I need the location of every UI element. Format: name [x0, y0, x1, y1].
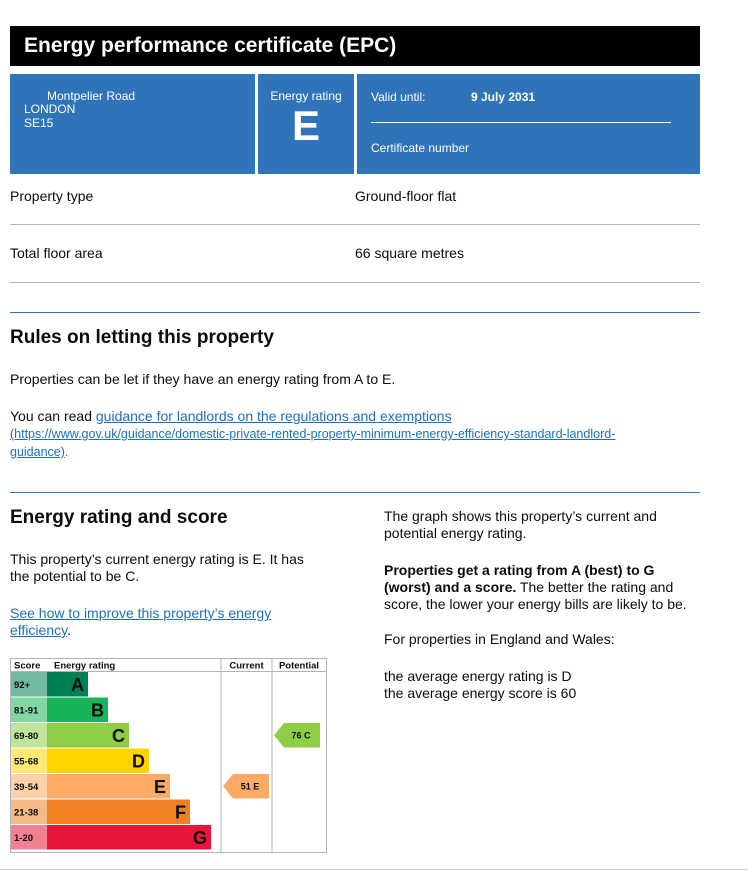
band-letter: B — [91, 700, 104, 721]
score-header: Score — [14, 660, 41, 672]
graph-line-1: The graph shows this property’s current and — [384, 508, 657, 524]
band-bar — [47, 825, 211, 850]
letting-heading: Rules on letting this property — [10, 327, 274, 348]
band-d — [11, 749, 149, 774]
epc-rating-chart — [10, 658, 328, 854]
score-heading: Energy rating and score — [10, 507, 228, 528]
validity-box — [357, 74, 700, 174]
energy-rating-label: Energy rating — [270, 89, 342, 103]
page-bottom-rule — [0, 869, 748, 870]
rating-explanation-normal-1: The better the rating and — [516, 579, 674, 595]
address-line-1: Montpelier Road — [47, 89, 136, 103]
section-divider — [10, 492, 700, 493]
property-type-label: Property type — [10, 188, 94, 204]
address-box — [10, 74, 255, 174]
certificate-number-label: Certificate number — [371, 141, 470, 155]
band-letter: A — [71, 675, 84, 695]
page-title: Energy performance certificate (EPC) — [24, 34, 397, 57]
england-wales-text: For properties in England and Wales: — [384, 631, 615, 647]
band-letter: G — [192, 828, 207, 848]
guidance-link[interactable]: guidance for landlords on the regulations and exemptions — [95, 408, 452, 424]
rating-explanation-bold-1: Properties get a rating from A (best) to G — [384, 562, 655, 578]
rating-explanation-normal-2: score, the lower your energy bills are likely to be. — [384, 596, 687, 612]
current-rating-text — [10, 551, 304, 585]
band-score-label: 55-68 — [14, 756, 39, 768]
current-rating-arrow-label: 51 E — [240, 781, 260, 792]
current-rating-line-1: This property’s current energy rating is E. It has — [10, 551, 304, 567]
band-c — [11, 723, 129, 748]
potential-rating-arrow-label: 76 C — [291, 730, 311, 741]
band-score-label: 39-54 — [14, 782, 39, 793]
guidance-paragraph — [10, 408, 452, 425]
current-rating-arrow — [223, 774, 269, 799]
energy-rating-box — [258, 74, 354, 174]
divider — [10, 224, 700, 225]
band-score-label: 69-80 — [14, 731, 39, 742]
band-f — [11, 800, 190, 825]
band-g — [11, 825, 211, 850]
header-bar — [10, 26, 700, 66]
band-score-label: 92+ — [14, 680, 31, 691]
band-letter: D — [132, 751, 145, 772]
letting-text: Properties can be let if they have an energy rating from A to E. — [10, 371, 396, 387]
section-divider — [10, 312, 700, 313]
floor-area-label: Total floor area — [10, 245, 103, 261]
guidance-url-link-1[interactable]: (https://www.gov.uk/guidance/domestic-private-rented-property-minimum-energy-efficiency-standard-landlord- — [10, 427, 616, 441]
address-line-2: LONDON — [24, 102, 76, 116]
potential-header: Potential — [278, 660, 320, 672]
valid-until-label: Valid until: — [371, 90, 426, 104]
band-letter: F — [175, 802, 186, 823]
average-rating: the average energy rating is D — [384, 668, 572, 684]
rating-explanation-bold-2: (worst) and a score. — [384, 579, 517, 595]
valid-until-date: 9 July 2031 — [471, 90, 536, 104]
band-score-label: 21-38 — [14, 807, 39, 819]
chart-bands — [11, 672, 211, 850]
improve-end: . — [67, 622, 71, 638]
averages — [384, 668, 576, 702]
graph-description — [384, 508, 657, 542]
guidance-url-link-2[interactable]: guidance) — [10, 445, 65, 459]
current-header: Current — [229, 660, 264, 672]
rating-explanation — [384, 562, 687, 613]
energy-rating-header: Energy rating — [54, 660, 116, 672]
band-a — [11, 672, 88, 697]
band-letter: E — [153, 777, 166, 797]
floor-area-value: 66 square metres — [355, 245, 464, 261]
band-bar — [47, 774, 170, 799]
band-e — [11, 774, 170, 799]
energy-rating-letter: E — [291, 102, 320, 149]
guidance-prefix: You can read — [10, 408, 96, 424]
band-score-label: 1-20 — [14, 833, 34, 844]
improve-link-2[interactable]: efficiency — [10, 622, 68, 638]
validity-divider — [371, 122, 671, 123]
address-line-3: SE15 — [24, 116, 54, 130]
guidance-url — [10, 425, 615, 461]
current-rating-line-2: the potential to be C. — [10, 568, 140, 584]
property-type-value: Ground-floor flat — [355, 188, 457, 204]
band-bar — [47, 800, 190, 825]
average-score: the average energy score is 60 — [384, 685, 577, 701]
band-score-label: 81-91 — [14, 705, 39, 717]
improve-paragraph — [10, 605, 271, 639]
band-b — [11, 698, 108, 723]
graph-line-2: potential energy rating. — [384, 525, 527, 541]
improve-link-1[interactable]: See how to improve this property’s energy — [10, 605, 272, 621]
potential-rating-arrow — [274, 723, 320, 748]
divider — [10, 282, 700, 283]
guidance-url-end: . — [64, 445, 69, 459]
band-letter: C — [112, 726, 125, 746]
